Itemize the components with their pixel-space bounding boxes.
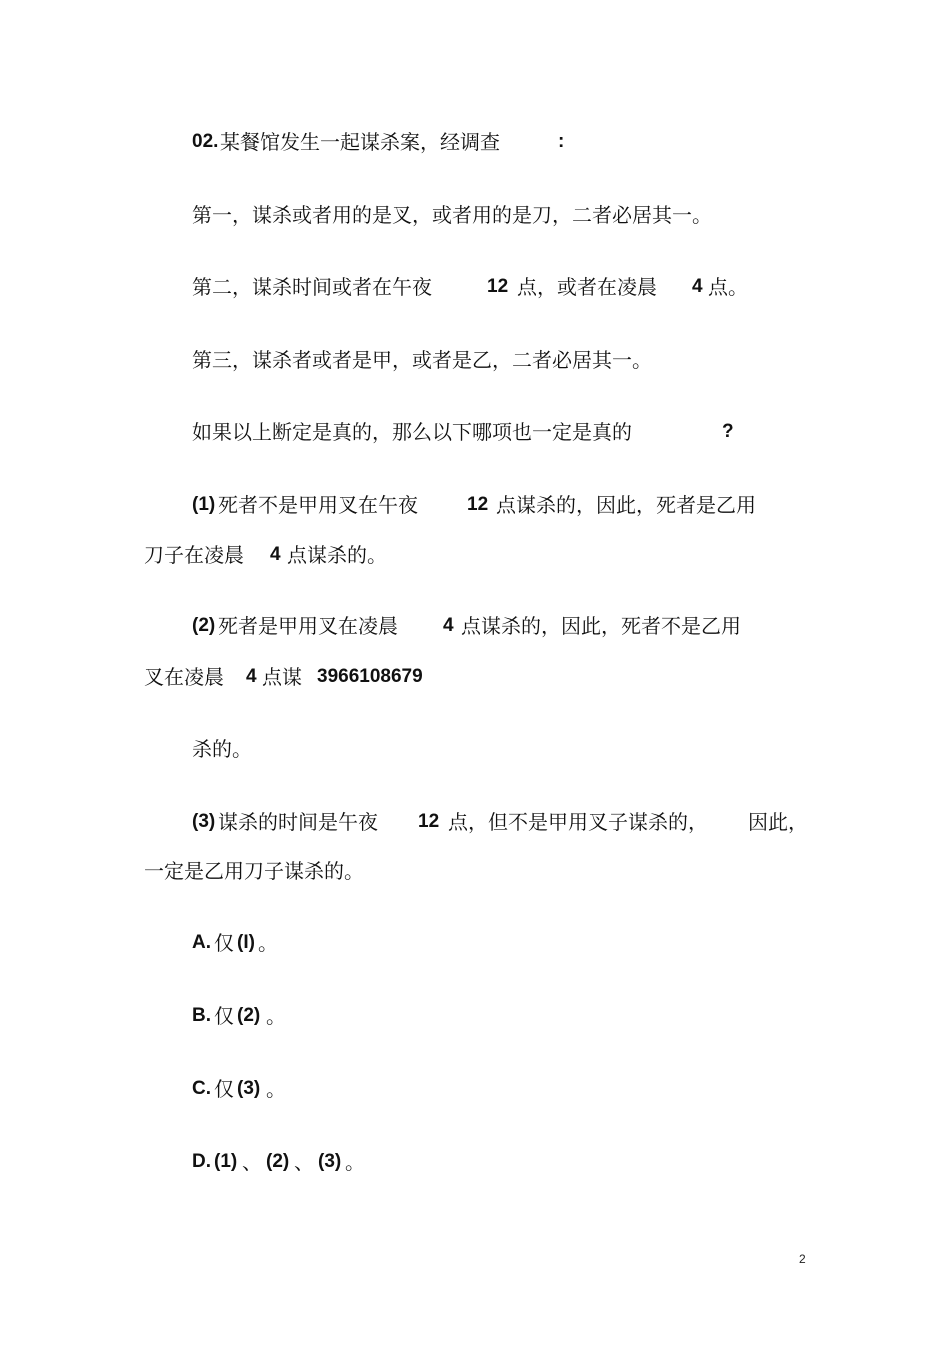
premise-2-number-12: 12 bbox=[487, 276, 509, 297]
option-a-letter: A. bbox=[192, 932, 211, 953]
statement-2-text-a: 死者是甲用叉在凌晨 bbox=[218, 614, 398, 638]
option-d-period: 。 bbox=[345, 1150, 365, 1174]
page-number: 2 bbox=[799, 1252, 806, 1266]
statement-3-number-12: 12 bbox=[418, 811, 440, 832]
statement-1-label: (1) bbox=[192, 494, 216, 515]
statement-1-number-12: 12 bbox=[467, 494, 489, 515]
option-c-letter: C. bbox=[192, 1078, 211, 1099]
statement-3-text-a: 谋杀的时间是午夜 bbox=[218, 810, 378, 834]
statement-2-text-e: 杀的。 bbox=[192, 737, 252, 761]
option-b-text: 仅 bbox=[214, 1004, 234, 1028]
option-d-number-3: (3) bbox=[318, 1151, 342, 1172]
statement-1-text-c: 刀子在凌晨 bbox=[144, 543, 244, 567]
statement-2-code: 3966108679 bbox=[317, 666, 423, 687]
option-b-letter: B. bbox=[192, 1005, 211, 1026]
statement-1-text-a: 死者不是甲用叉在午夜 bbox=[218, 493, 418, 517]
option-b-period: 。 bbox=[266, 1004, 286, 1028]
premise-1-text: 第一，谋杀或者用的是叉，或者用的是刀，二者必居其一。 bbox=[192, 203, 712, 227]
question-stem: 某餐馆发生一起谋杀案，经调查 bbox=[220, 130, 500, 154]
option-d-number-1: (1) bbox=[214, 1151, 238, 1172]
statement-2-text-c: 叉在凌晨 bbox=[144, 665, 224, 689]
option-c-period: 。 bbox=[266, 1077, 286, 1101]
statement-2-text-b: 点谋杀的，因此，死者不是乙用 bbox=[461, 614, 741, 638]
option-d-number-2: (2) bbox=[266, 1151, 290, 1172]
option-a-period: 。 bbox=[258, 931, 278, 955]
statement-2-number-4: 4 bbox=[443, 615, 454, 636]
premise-2-text-b: 点，或者在凌晨 bbox=[517, 275, 657, 299]
statement-1-text-d: 点谋杀的。 bbox=[287, 543, 387, 567]
statement-3-text-d: 一定是乙用刀子谋杀的。 bbox=[144, 859, 364, 883]
statement-3-text-b: 点，但不是甲用叉子谋杀的， bbox=[448, 810, 708, 834]
premise-2-text-c: 点。 bbox=[708, 275, 748, 299]
option-d-letter: D. bbox=[192, 1151, 211, 1172]
premise-2-number-4: 4 bbox=[692, 276, 703, 297]
prompt-question-mark: ? bbox=[722, 421, 734, 442]
question-colon: : bbox=[558, 131, 565, 152]
statement-3-text-c: 因此， bbox=[748, 810, 808, 834]
option-d-sep-1: 、 bbox=[242, 1150, 262, 1174]
option-d-sep-2: 、 bbox=[294, 1150, 314, 1174]
option-b-number: (2) bbox=[237, 1005, 261, 1026]
statement-2-number-4b: 4 bbox=[246, 666, 257, 687]
statement-2-text-d: 点谋 bbox=[262, 665, 302, 689]
statement-1-number-4: 4 bbox=[270, 544, 281, 565]
statement-2-label: (2) bbox=[192, 615, 216, 636]
statement-3-label: (3) bbox=[192, 811, 216, 832]
option-a-text: 仅 bbox=[214, 931, 234, 955]
prompt-text: 如果以上断定是真的，那么以下哪项也一定是真的 bbox=[192, 420, 632, 444]
question-number: 02. bbox=[192, 131, 219, 152]
option-a-number: (I) bbox=[237, 932, 255, 953]
option-c-number: (3) bbox=[237, 1078, 261, 1099]
option-c-text: 仅 bbox=[214, 1077, 234, 1101]
premise-3-text: 第三，谋杀者或者是甲，或者是乙，二者必居其一。 bbox=[192, 348, 652, 372]
premise-2-text-a: 第二，谋杀时间或者在午夜 bbox=[192, 275, 432, 299]
statement-1-text-b: 点谋杀的，因此，死者是乙用 bbox=[496, 493, 756, 517]
